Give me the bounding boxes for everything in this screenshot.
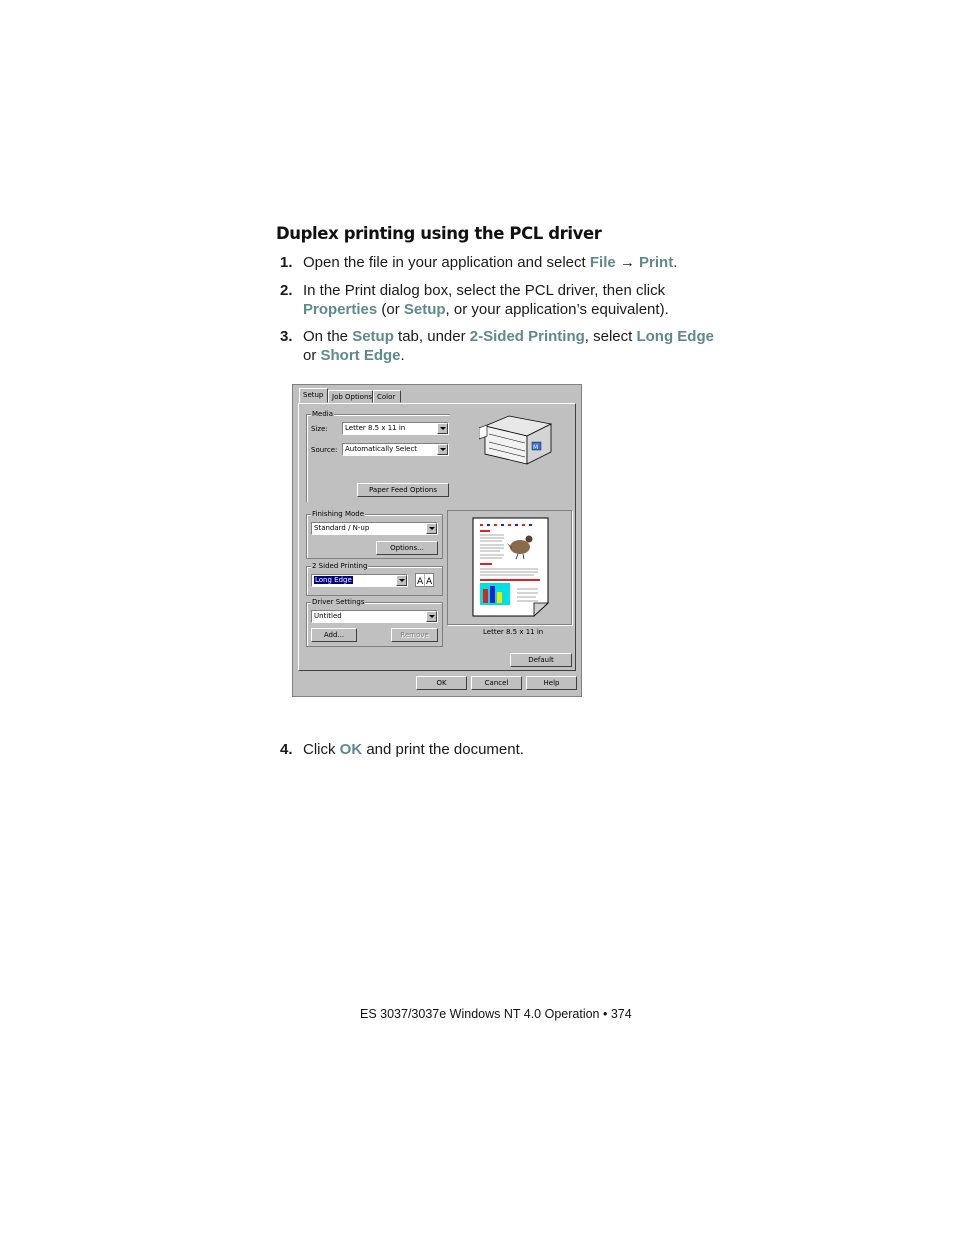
arrow: → [615, 254, 640, 271]
paper-feed-options-button[interactable]: Paper Feed Options [357, 483, 449, 497]
size-label: Size: [311, 425, 328, 433]
two-sided-printing-label: 2 Sided Printing [312, 562, 368, 570]
step-number: 2. [280, 282, 293, 299]
page-footer: ES 3037/3037e Windows NT 4.0 Operation • 374 [360, 1007, 632, 1021]
source-label: Source: [311, 446, 338, 454]
tab-color[interactable]: Color [373, 390, 401, 403]
chevron-down-icon[interactable] [437, 423, 448, 434]
duplex-page-icon [415, 573, 434, 587]
chevron-down-icon[interactable] [396, 575, 407, 586]
two-sided-term: 2-Sided Printing [469, 328, 585, 345]
step-text: Open the file in your application and select File → Print. [303, 254, 678, 271]
step-number: 4. [280, 741, 293, 758]
svg-text:A: A [426, 577, 433, 587]
step-text-line-2: Properties (or Setup, or your application’s equivalent). [303, 301, 669, 318]
properties-term: Properties [303, 301, 378, 318]
remove-button: Remove [391, 628, 438, 642]
printer-icon [479, 412, 554, 467]
driver-settings-label: Driver Settings [312, 598, 365, 606]
driver-settings-select[interactable]: Untitled [311, 610, 438, 623]
tab-job-options[interactable]: Job Options [328, 390, 373, 403]
setup-panel [298, 403, 576, 671]
chevron-down-icon[interactable] [426, 611, 437, 622]
svg-text:M: M [533, 444, 539, 451]
add-button[interactable]: Add... [311, 628, 357, 642]
setup-tab-term: Setup [352, 328, 394, 345]
preview-caption: Letter 8.5 x 11 in [483, 628, 544, 636]
tab-setup[interactable]: Setup [299, 388, 328, 403]
help-button[interactable]: Help [526, 676, 577, 690]
menu-file: File [589, 254, 616, 271]
setup-term: Setup [403, 301, 446, 318]
size-select[interactable]: Letter 8.5 x 11 in [342, 422, 449, 435]
svg-text:A: A [417, 577, 424, 587]
ok-button[interactable]: OK [416, 676, 467, 690]
media-group-label: Media [312, 410, 334, 418]
step-text-line-1: In the Print dialog box, select the PCL driver, then click [303, 282, 666, 299]
chevron-down-icon[interactable] [426, 523, 437, 534]
chevron-down-icon[interactable] [437, 444, 448, 455]
finishing-mode-label: Finishing Mode [312, 510, 365, 518]
section-heading: Duplex printing using the PCL driver [276, 224, 602, 243]
step-number: 3. [280, 328, 293, 345]
long-edge-term: Long Edge [636, 328, 714, 345]
step-text-line-1: On the Setup tab, under 2-Sided Printing, select Long Edge [303, 328, 714, 345]
cancel-button[interactable]: Cancel [471, 676, 522, 690]
page-preview-image [472, 517, 549, 617]
finishing-mode-select[interactable]: Standard / N-up [311, 522, 438, 535]
printer-properties-dialog [292, 384, 582, 697]
default-button[interactable]: Default [510, 653, 572, 667]
two-sided-printing-select[interactable]: Long Edge [311, 574, 408, 587]
ok-term: OK [339, 741, 363, 758]
source-select[interactable]: Automatically Select [342, 443, 449, 456]
step-number: 1. [280, 254, 293, 271]
step-text: Click OK and print the document. [303, 741, 524, 758]
step-text-line-2: or Short Edge. [303, 347, 405, 364]
menu-print: Print [639, 254, 674, 271]
options-button[interactable]: Options... [376, 541, 438, 555]
short-edge-term: Short Edge [320, 347, 401, 364]
